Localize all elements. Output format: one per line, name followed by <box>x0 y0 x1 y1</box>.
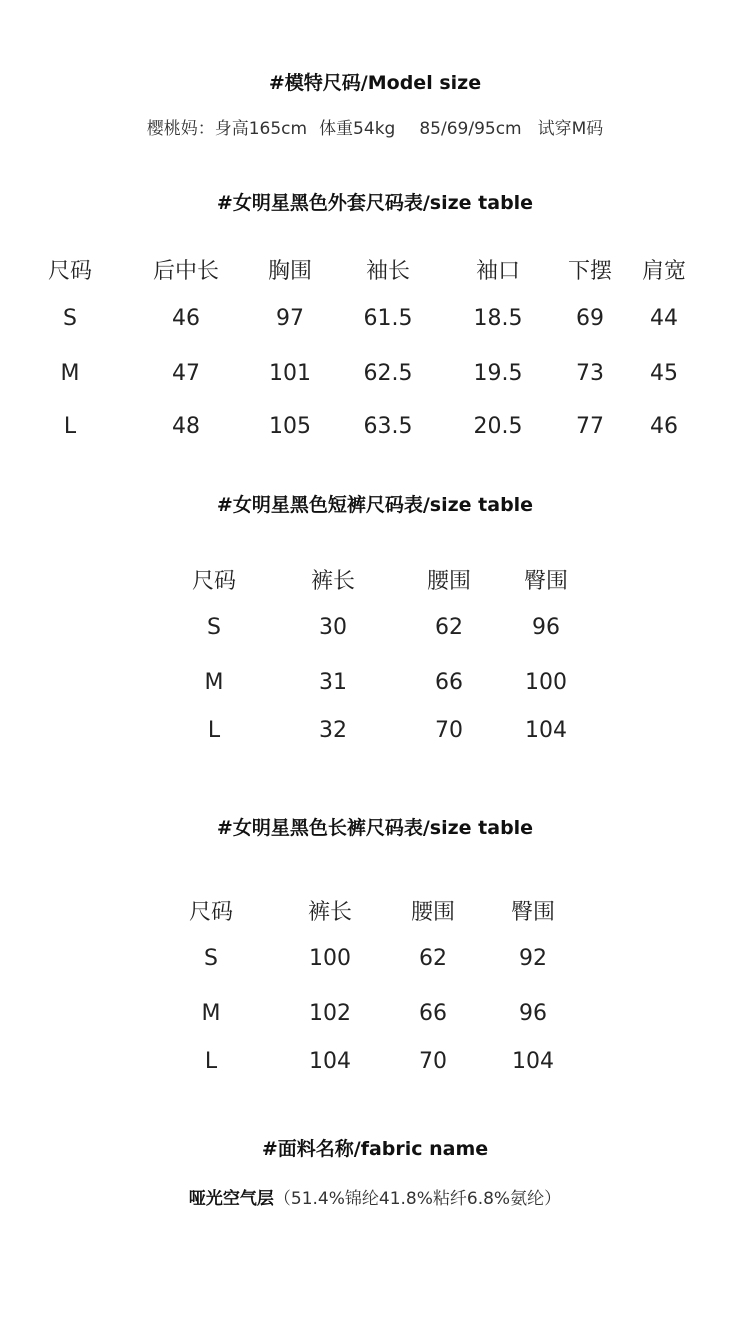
table-cell: 104 <box>309 1049 351 1074</box>
table-cell: 32 <box>319 718 347 743</box>
table-cell: 73 <box>576 361 604 386</box>
table-cell: 31 <box>319 670 347 695</box>
table-cell: 47 <box>172 361 200 386</box>
table-header-cell: 腰围 <box>410 900 455 925</box>
fabric-name: 哑光空气层 <box>188 1189 274 1209</box>
table-cell: 97 <box>276 306 304 331</box>
table-cell: S <box>204 946 218 971</box>
model-measurements: 85/69/95cm <box>419 119 522 139</box>
table-cell: 100 <box>309 946 351 971</box>
table-header-cell: 尺码 <box>191 569 236 594</box>
table-cell: M <box>204 670 224 695</box>
table-cell: L <box>207 718 221 743</box>
table-cell: L <box>63 414 77 439</box>
table-cell: 63.5 <box>363 414 413 439</box>
table-header-cell: 袖长 <box>365 259 410 284</box>
model-trial-size: 试穿M码 <box>537 119 604 139</box>
table-cell: 105 <box>269 414 311 439</box>
table-cell: 18.5 <box>473 306 523 331</box>
table-header-cell: 臀围 <box>510 900 555 925</box>
table-cell: 48 <box>172 414 200 439</box>
table-header-cell: 肩宽 <box>641 259 686 284</box>
table-cell: 66 <box>435 670 463 695</box>
table-cell: 101 <box>269 361 311 386</box>
fabric-info <box>0 1184 750 1209</box>
table-cell: 102 <box>309 1001 351 1026</box>
table-header-cell: 臀围 <box>523 569 568 594</box>
table-header-cell: 胸围 <box>267 259 312 284</box>
table-cell: 62.5 <box>363 361 413 386</box>
table-cell: 30 <box>319 615 347 640</box>
table-cell: 62 <box>435 615 463 640</box>
table-header-cell: 尺码 <box>188 900 233 925</box>
table-header-cell: 袖口 <box>475 259 520 284</box>
table-cell: 61.5 <box>363 306 413 331</box>
table-header-cell: 后中长 <box>152 259 219 284</box>
fabric-composition: （51.4%锦纶41.8%粘纤6.8%氨纶） <box>273 1189 562 1209</box>
table-cell: 46 <box>172 306 200 331</box>
table-header-cell: 尺码 <box>47 259 92 284</box>
table-cell: 104 <box>525 718 567 743</box>
table-cell: 66 <box>419 1001 447 1026</box>
table-cell: 100 <box>525 670 567 695</box>
table-cell: 96 <box>519 1001 547 1026</box>
table-cell: M <box>60 361 80 386</box>
model-weight: 体重54kg <box>319 119 396 139</box>
model-info <box>0 114 750 139</box>
table-cell: 104 <box>512 1049 554 1074</box>
table-cell: 46 <box>650 414 678 439</box>
table-header-cell: 下摆 <box>567 259 612 284</box>
trousers-table-heading: #女明星黑色长裤尺码表/size table <box>216 817 534 839</box>
table-cell: 70 <box>435 718 463 743</box>
table-header-cell: 裤长 <box>307 900 352 925</box>
table-cell: 77 <box>576 414 604 439</box>
table-cell: M <box>201 1001 221 1026</box>
table-cell: 44 <box>650 306 678 331</box>
shorts-table-heading: #女明星黑色短裤尺码表/size table <box>216 494 534 516</box>
jacket-table-heading: #女明星黑色外套尺码表/size table <box>216 192 534 214</box>
table-cell: 96 <box>532 615 560 640</box>
table-cell: 92 <box>519 946 547 971</box>
fabric-heading: #面料名称/fabric name <box>261 1138 489 1160</box>
table-cell: 69 <box>576 306 604 331</box>
table-header-cell: 裤长 <box>310 569 355 594</box>
table-header-cell: 腰围 <box>426 569 471 594</box>
table-cell: 19.5 <box>473 361 523 386</box>
table-cell: L <box>204 1049 218 1074</box>
table-cell: S <box>207 615 221 640</box>
table-cell: 20.5 <box>473 414 523 439</box>
table-cell: S <box>63 306 77 331</box>
table-cell: 45 <box>650 361 678 386</box>
table-cell: 70 <box>419 1049 447 1074</box>
model-size-heading: #模特尺码/Model size <box>268 72 482 94</box>
table-cell: 62 <box>419 946 447 971</box>
model-name-height: 樱桃妈：身高165cm <box>146 119 308 139</box>
